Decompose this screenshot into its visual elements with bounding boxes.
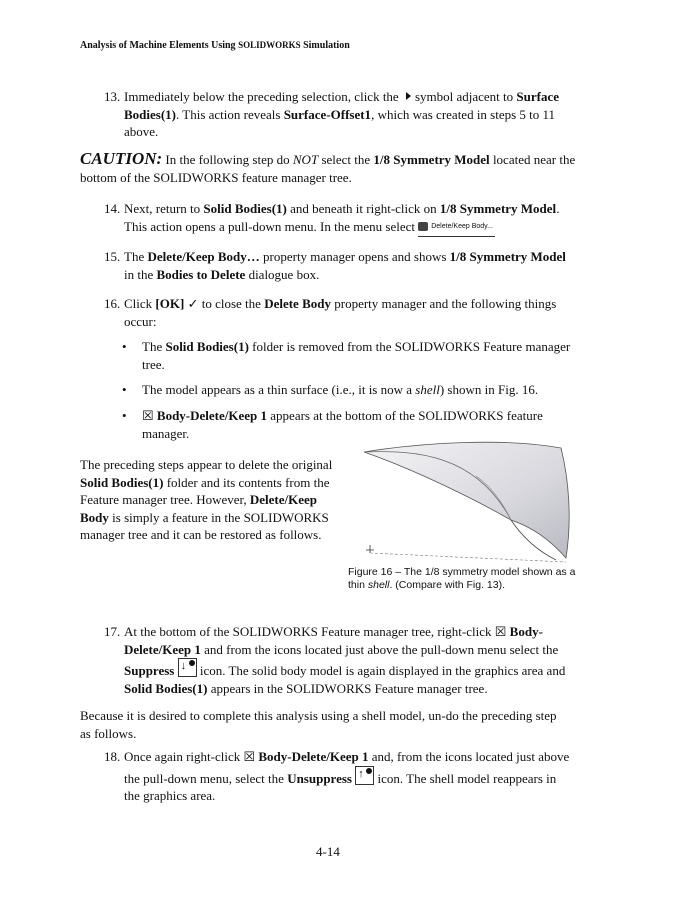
- body-delete-feature-icon: ☒: [494, 624, 507, 639]
- page-number: 4-14: [316, 844, 340, 859]
- unsuppress-icon[interactable]: ↑: [355, 766, 374, 785]
- figure-16-shell-model: [356, 440, 576, 565]
- bullet-item: • The Solid Bodies(1) folder is removed from the SOLIDWORKS Feature manager tree.: [122, 339, 571, 372]
- check-icon: ✓: [187, 296, 199, 311]
- step-17: 17. At the bottom of the SOLIDWORKS Feature manager tree, right-click ☒ Body-Delete/Keep 1 and from the icons located just above the pull-down menu select the Suppress ↓ icon. The solid body model is again displayed in the graphics area and Solid Bodies(1) appears in the SOLIDWORKS Feature manager tree.: [104, 624, 566, 696]
- bullet-item: • ☒ Body-Delete/Keep 1 appears at the bottom of the SOLIDWORKS feature manager.: [122, 408, 543, 441]
- shell-surface: [364, 442, 569, 558]
- origin-marker: [366, 545, 374, 553]
- expand-arrow-icon: [406, 92, 411, 100]
- step-16: 16. Click [OK] ✓ to close the Delete Body property manager and the following things occur:: [104, 296, 557, 329]
- step-15: 15. The Delete/Keep Body… property manager opens and shows 1/8 Symmetry Model in the Bodies to Delete dialogue box.: [104, 249, 566, 282]
- restore-paragraph: The preceding steps appear to delete the original Solid Bodies(1) folder and its contents from the Feature manager tree. However, Delete/Keep Body is simply a feature in the SOLIDWORKS manager tree and it can be restored as follows.: [80, 457, 333, 542]
- step-13: 13. Immediately below the preceding selection, click the symbol adjacent to Surface Bodies(1). This action reveals Surface-Offset1, which was created in steps 5 to 11 above.: [104, 89, 560, 139]
- delete-body-icon: [418, 222, 428, 231]
- step-18: 18. Once again right-click ☒ Body-Delete/Keep 1 and, from the icons located just above the pull-down menu, select the Unsuppress ↑ icon. The shell model reappears in the graphics area.: [104, 749, 570, 803]
- suppress-icon[interactable]: ↓: [178, 658, 197, 677]
- body-delete-feature-icon: ☒: [142, 408, 154, 423]
- running-header: Analysis of Machine Elements Using SOLIDWORKS Simulation: [80, 40, 350, 51]
- delete-keep-body-menu-item[interactable]: Delete/Keep Body...: [418, 218, 495, 238]
- step-14: 14. Next, return to Solid Bodies(1) and beneath it right-click on 1/8 Symmetry Model. This action opens a pull-down menu. In the menu select Delete/Keep Body...: [104, 200, 574, 237]
- body-delete-feature-icon: ☒: [243, 749, 256, 764]
- caution-note: CAUTION: In the following step do NOT select the 1/8 Symmetry Model located near the bottom of the SOLIDWORKS feature manager tree.: [80, 149, 576, 185]
- figure-caption: Figure 16 – The 1/8 symmetry model shown as a thin shell. (Compare with Fig. 13).: [348, 566, 576, 591]
- bullet-item: • The model appears as a thin surface (i.e., it is now a shell) shown in Fig. 16.: [122, 382, 539, 397]
- undo-paragraph: Because it is desired to complete this analysis using a shell model, un-do the preceding step as follows.: [80, 708, 557, 741]
